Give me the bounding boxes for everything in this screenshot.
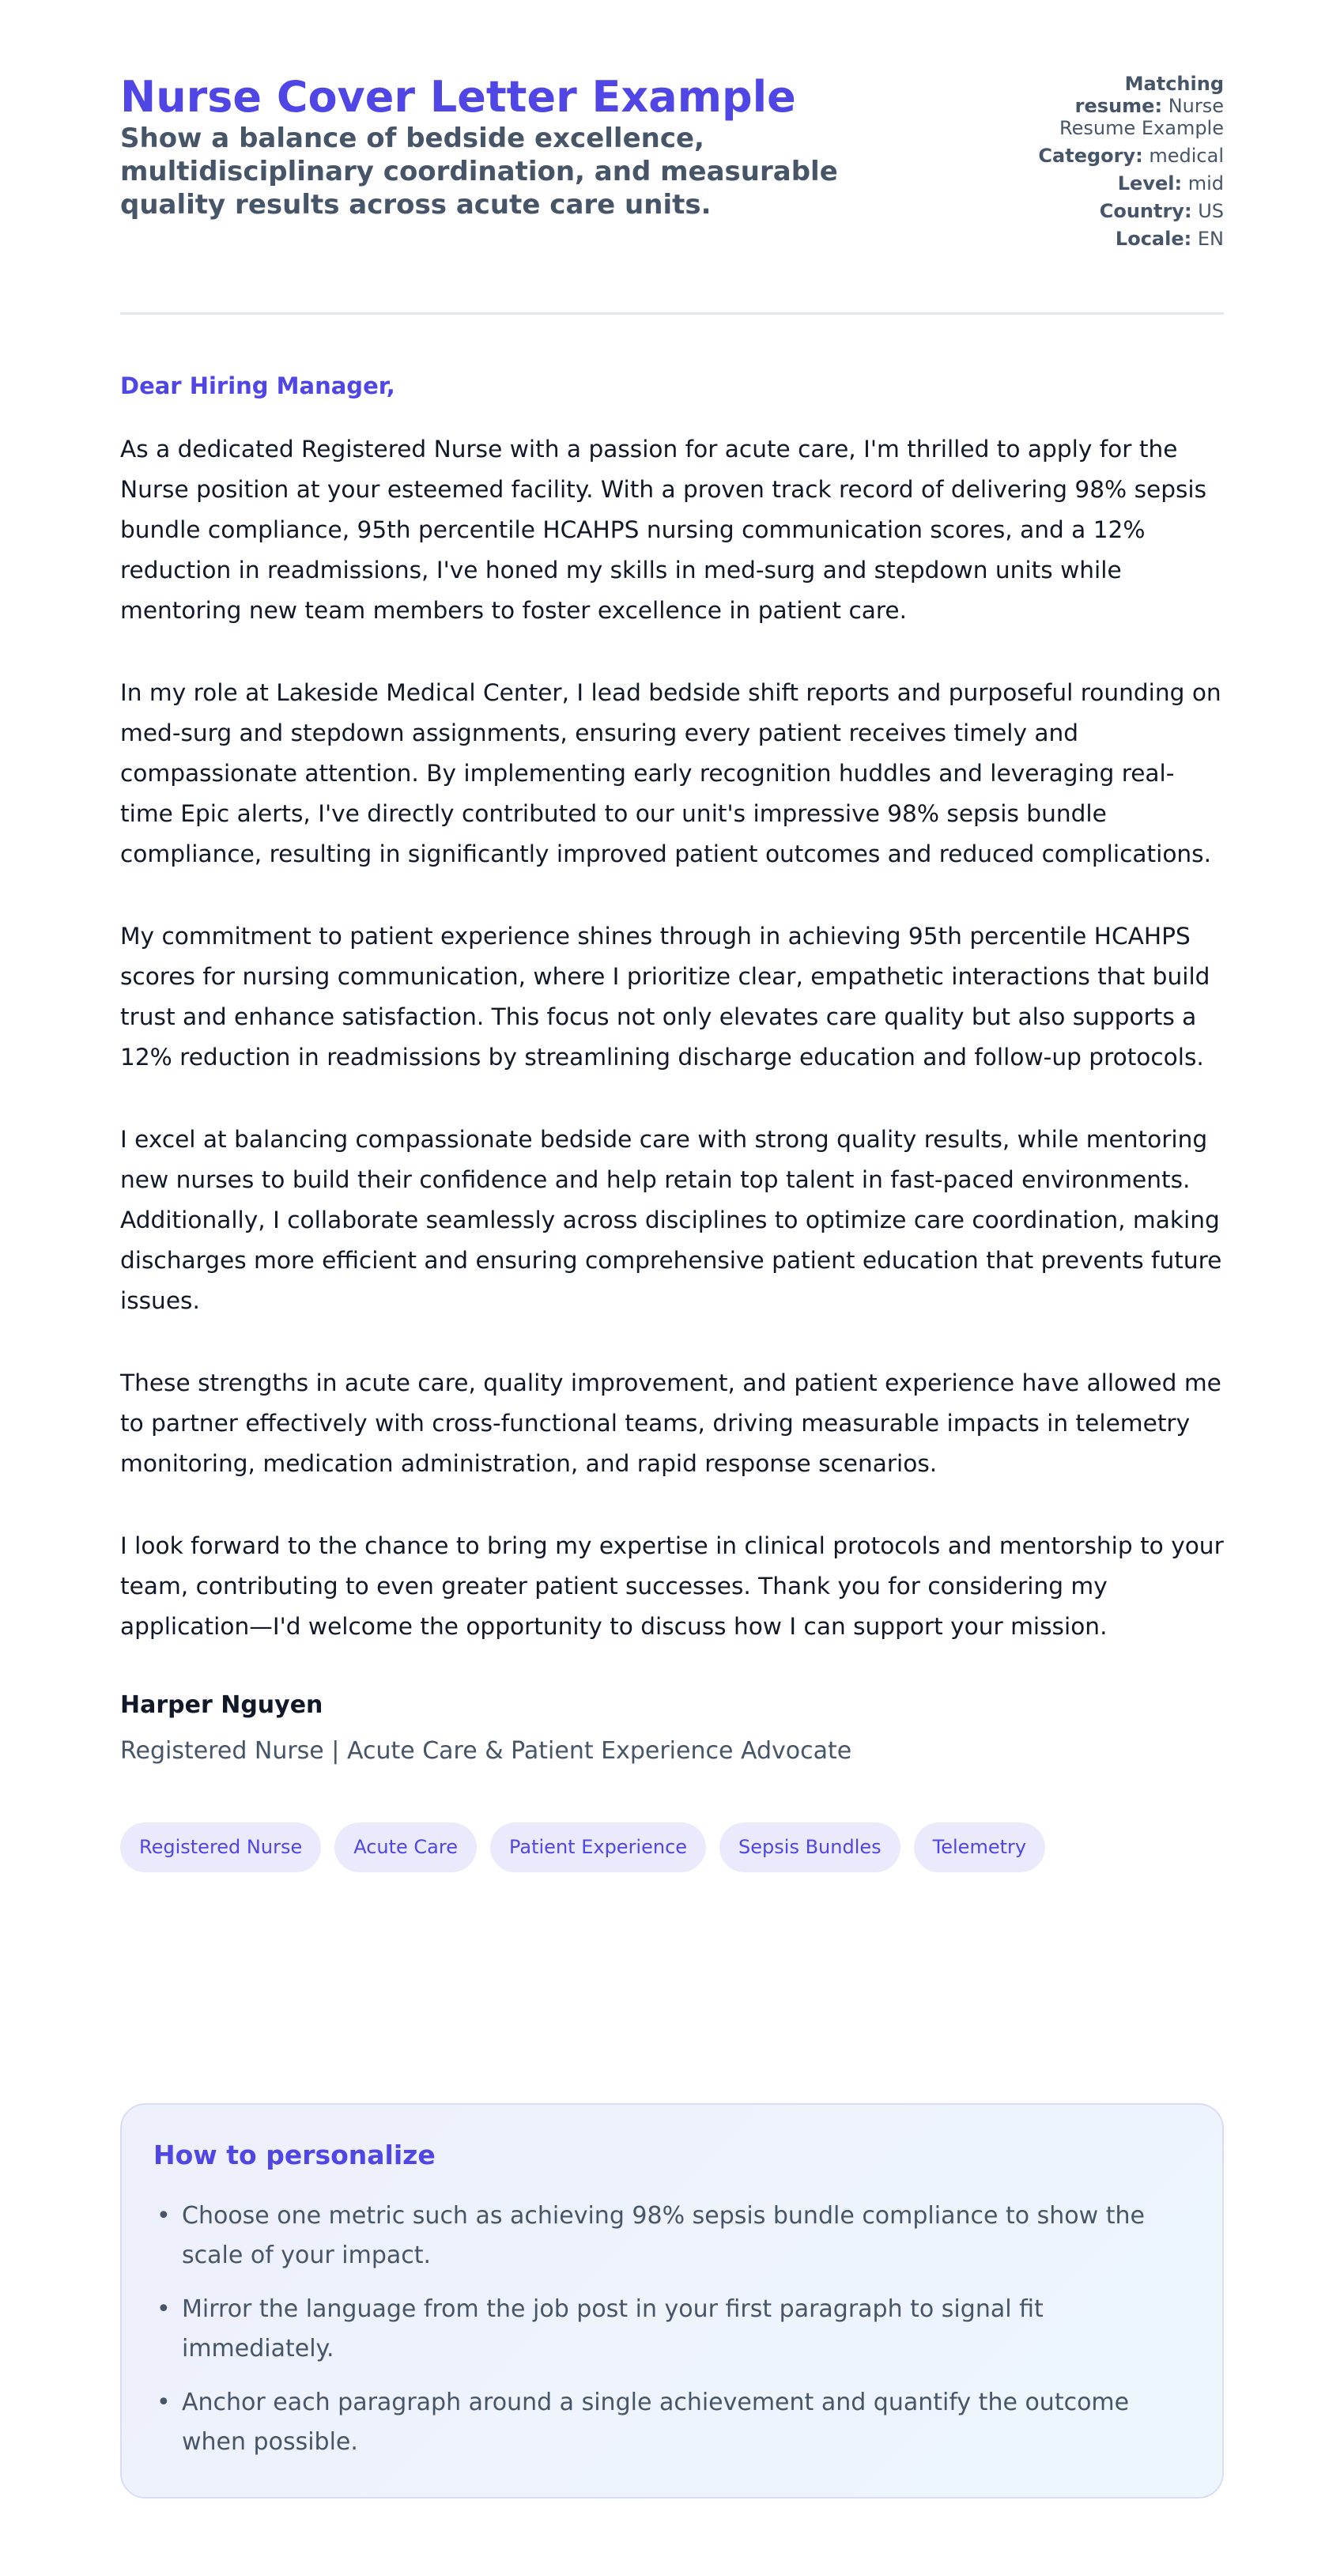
title-block bbox=[120, 73, 911, 221]
cover-letter-page bbox=[120, 0, 1224, 2456]
meta-locale-value: EN bbox=[1197, 228, 1224, 250]
personalize-tip-text: Choose one metric such as achieving 98% sepsis bundle compliance to show the scale of your impact. bbox=[182, 2202, 1145, 2269]
personalize-tip bbox=[157, 2383, 1191, 2462]
letter-paragraph: These strengths in acute care, quality improvement, and patient experience have allowed me to partner effectively with cross-functional teams, driving measurable impacts in telemetry monitoring, medication administration, and rapid response scenarios. bbox=[120, 1369, 1221, 1477]
tag-registered-nurse[interactable]: Registered Nurse bbox=[120, 1822, 321, 1872]
bullet-icon: • bbox=[157, 2389, 171, 2416]
meta-level bbox=[1034, 172, 1224, 195]
page-subtitle: Show a balance of bedside excellence, multidisciplinary coordination, and measurable quality results across acute care units. bbox=[120, 123, 838, 221]
meta-country-label: Country: bbox=[1099, 200, 1192, 222]
meta-level-value: mid bbox=[1187, 172, 1224, 195]
tag-sepsis-bundles[interactable]: Sepsis Bundles bbox=[719, 1822, 900, 1872]
tag-list bbox=[120, 1822, 1224, 1872]
personalize-tip-text: Anchor each paragraph around a single achievement and quantify the outcome when possible. bbox=[182, 2389, 1130, 2456]
meta-locale bbox=[1034, 228, 1224, 250]
meta-country-value: US bbox=[1198, 200, 1224, 222]
letter-paragraph: I excel at balancing compassionate bedside care with strong quality results, while mentoring new nurses to build their confidence and help retain top talent in fast-paced environments. Additionally, I collaborate seamlessly across disciplines to optimize care coordination, making discharges more efficient and ensuring comprehensive patient education that prevents future issues. bbox=[120, 1126, 1222, 1314]
signature-name: Harper Nguyen bbox=[120, 1691, 323, 1719]
letter-body bbox=[120, 429, 1224, 1647]
letter-paragraph: My commitment to patient experience shines through in achieving 95th percentile HCAHPS scores for nursing communication, where I prioritize clear, empathetic interactions that build trust and enhance satisfaction. This focus not only elevates care quality but also supports a 12% reduction in readmissions by streamlining discharge education and follow-up protocols. bbox=[120, 923, 1210, 1071]
meta-matching-resume bbox=[1034, 73, 1224, 139]
tag-acute-care[interactable]: Acute Care bbox=[334, 1822, 477, 1872]
bullet-icon: • bbox=[157, 2202, 171, 2230]
meta-matching-resume-value: Nurse Resume Example bbox=[1059, 95, 1224, 139]
personalize-tip bbox=[157, 2290, 1191, 2369]
meta-matching-resume-label: Matching resume: bbox=[1074, 73, 1224, 117]
meta-category bbox=[1034, 145, 1224, 167]
letter-greeting: Dear Hiring Manager, bbox=[120, 372, 395, 399]
page-title: Nurse Cover Letter Example bbox=[120, 72, 796, 122]
personalize-heading: How to personalize bbox=[153, 2140, 436, 2170]
meta-category-label: Category: bbox=[1038, 145, 1143, 167]
letter-paragraph: As a dedicated Registered Nurse with a passion for acute care, I'm thrilled to apply for the Nurse position at your esteemed facility. With a proven track record of delivering 98% sepsis bundle compliance, 95th percentile HCAHPS nursing communication scores, and a 12% reduction in readmissions, I've honed my skills in med-surg and stepdown units while mentoring new team members to foster excellence in patient care. bbox=[120, 436, 1207, 624]
meta-country bbox=[1034, 200, 1224, 222]
signature-block bbox=[120, 1690, 1224, 1767]
personalize-tip-text: Mirror the language from the job post in your first paragraph to signal fit immediately. bbox=[182, 2295, 1044, 2363]
signature-title: Registered Nurse | Acute Care & Patient Experience Advocate bbox=[120, 1737, 852, 1765]
personalize-tip-list bbox=[153, 2196, 1191, 2462]
bullet-icon: • bbox=[157, 2295, 171, 2323]
personalize-tip bbox=[157, 2196, 1191, 2276]
tag-patient-experience[interactable]: Patient Experience bbox=[490, 1822, 706, 1872]
letter-paragraph: I look forward to the chance to bring my expertise in clinical protocols and mentorship to your team, contributing to even greater patient successes. Thank you for considering my application—I'd welcome the opportunity to discuss how I can support your mission. bbox=[120, 1532, 1224, 1640]
page-header bbox=[120, 0, 1224, 315]
tag-telemetry[interactable]: Telemetry bbox=[914, 1822, 1045, 1872]
meta-level-label: Level: bbox=[1117, 172, 1183, 195]
meta-locale-label: Locale: bbox=[1115, 228, 1192, 250]
metadata-panel bbox=[1034, 73, 1224, 255]
meta-category-value: medical bbox=[1149, 145, 1224, 167]
personalize-tips-box bbox=[120, 2103, 1224, 2499]
letter-paragraph: In my role at Lakeside Medical Center, I lead bedside shift reports and purposeful rounding on med-surg and stepdown assignments, ensuring every patient receives timely and compassionate attention. By implementing early recognition huddles and leveraging real-time Epic alerts, I've directly contributed to our unit's impressive 98% sepsis bundle compliance, resulting in significantly improved patient outcomes and reduced complications. bbox=[120, 679, 1221, 867]
